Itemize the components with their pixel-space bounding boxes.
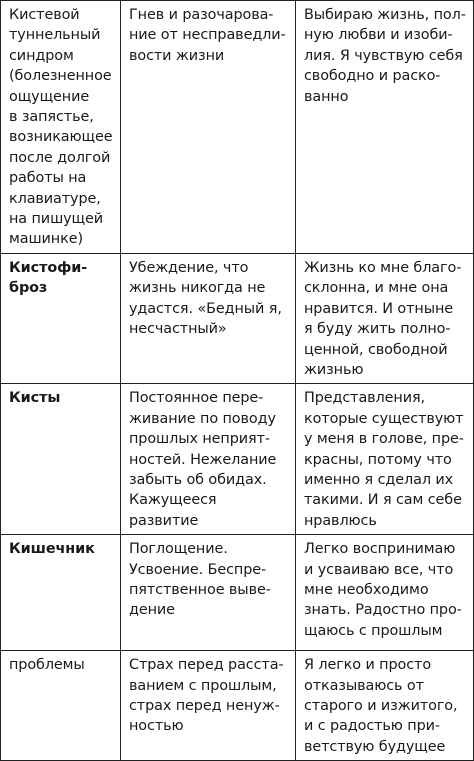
affirmation-cell: [296, 384, 474, 535]
affirmation-text: Я легко и просто отказываюсь от старого и изжитого, и с радостью при- ветствую будущее: [304, 657, 458, 755]
affirmation-text: Жизнь ко мне благо- склонна, и мне она нравится. И отныне я буду жить полно- ценной, свободной жизнью: [304, 259, 462, 378]
problem-cell: [1, 1, 121, 254]
cause-text: Постоянное пере- живание по поводу прошлых неприят- ностей. Нежелание забыть об обидах. Кажущееся развитие: [129, 390, 277, 529]
cause-text: Убеждение, что жизнь никогда не удастся. «Бедный я, несчастный»: [129, 259, 282, 338]
table-row: [1, 1, 474, 254]
affirmation-cell: [296, 1, 474, 254]
table-row: [1, 384, 474, 535]
problem-cell: [1, 384, 121, 535]
cause-cell: [121, 384, 296, 535]
affirmation-text: Представления, которые существуют у меня в голове, пре- красны, потому что именно я сделал их такими. И я сам себе нравлюсь: [304, 390, 464, 529]
cause-text: Поглощение. Усвоение. Беспре- пятственное выве- дение: [129, 541, 271, 619]
affirmation-cell: [296, 253, 474, 383]
table-row: [1, 535, 474, 651]
cause-cell: [121, 1, 296, 254]
cause-cell: [121, 253, 296, 383]
affirmation-text: Выбираю жизнь, пол- ную любви и изоби- лия. Я чувствую себя свободно и раско- ванно: [304, 7, 466, 105]
problem-cell: [1, 253, 121, 383]
cause-cell: [121, 651, 296, 761]
problem-text: Кистевой туннельный синдром (болезненное ощущение в запястье, возникающее после долгой работы на клавиатуре, на пишущей машинке): [9, 7, 113, 248]
problem-text: Кишечник: [9, 541, 95, 558]
cause-text: Страх перед расста- ванием с прошлым, страх перед ненуж- ностью: [129, 657, 284, 735]
affirmation-cell: [296, 651, 474, 761]
cause-text: Гнев и разочарова- ние от несправедли- вости жизни: [129, 7, 286, 64]
problem-cell: [1, 535, 121, 651]
problem-text: Кисты: [9, 390, 61, 407]
affirmation-text: Легко воспринимаю и усваиваю все, что мне необходимо знать. Радостно про- щаюсь с прошлым: [304, 541, 462, 639]
table-row: [1, 253, 474, 383]
affirmation-cell: [296, 535, 474, 651]
problem-text: Кистофи- броз: [9, 259, 88, 297]
problem-text: проблемы: [9, 657, 85, 674]
table-row: [1, 651, 474, 761]
cause-cell: [121, 535, 296, 651]
problem-cell: [1, 651, 121, 761]
